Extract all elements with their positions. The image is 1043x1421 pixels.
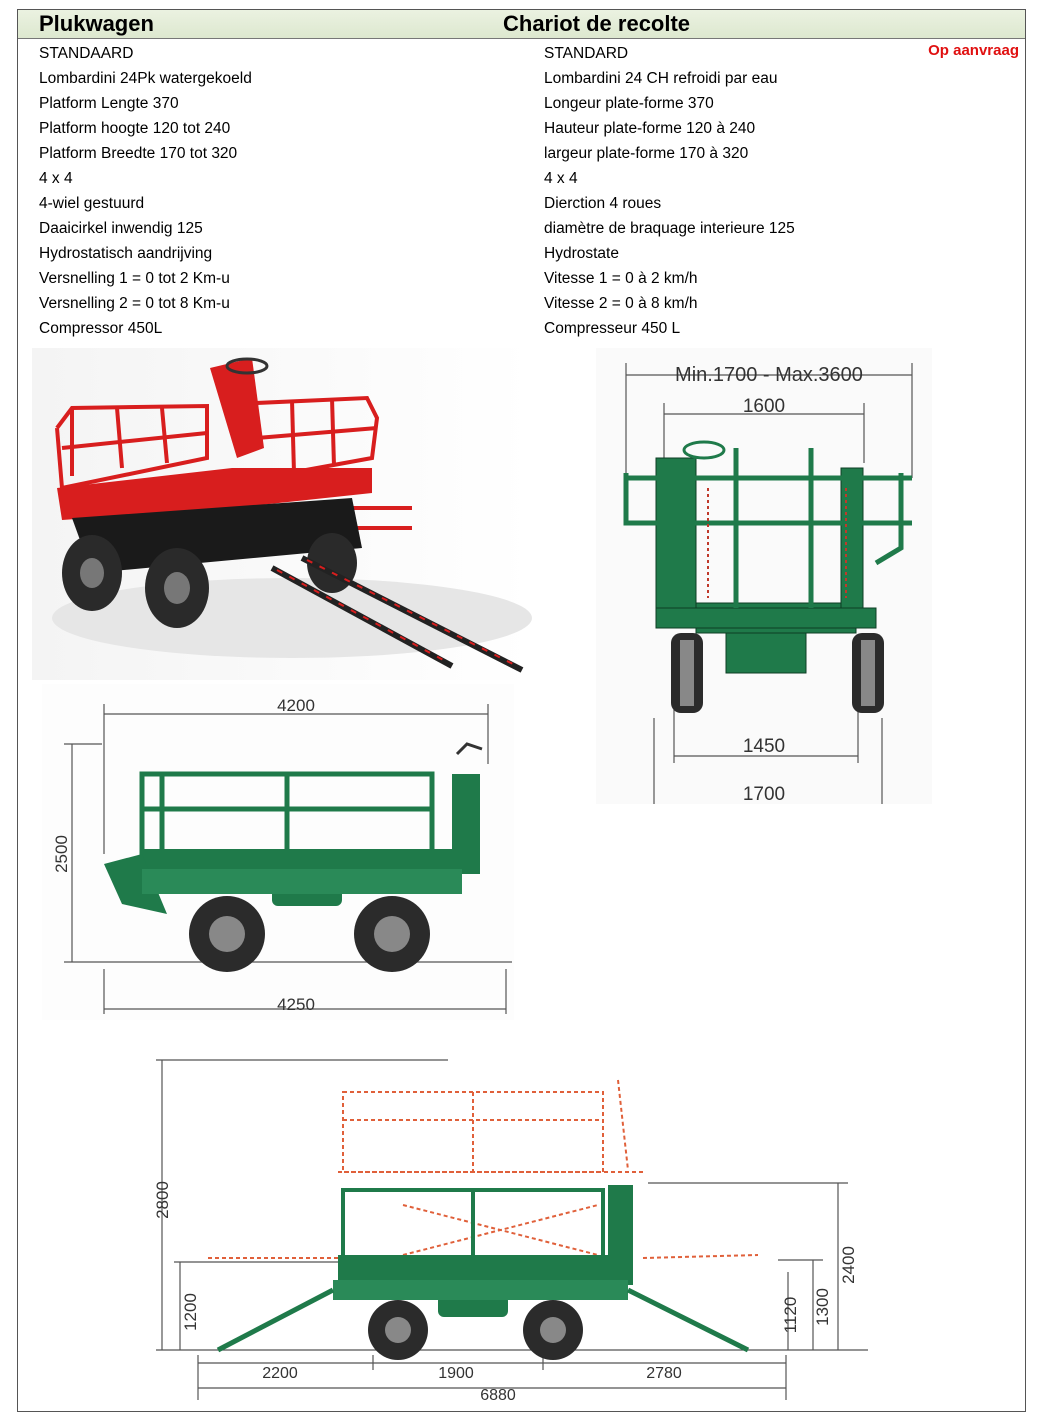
dim-track-label: 1450 [742, 736, 786, 757]
spec-item: Versnelling 1 = 0 tot 2 Km-u [39, 270, 230, 287]
header-bar [18, 10, 1025, 39]
dim-overall-length-label: 6880 [480, 1387, 516, 1404]
spec-item: 4-wiel gestuurd [39, 195, 145, 212]
spec-item: Lombardini 24Pk watergekoeld [39, 70, 252, 87]
dim-top-label: 1600 [742, 396, 786, 417]
spec-item: 4 x 4 [544, 170, 578, 187]
dim-mid-segment-label: 1900 [438, 1365, 474, 1382]
dim-overall-label: 1700 [742, 784, 786, 804]
spec-item: 4 x 4 [39, 170, 73, 187]
spec-item: Hauteur plate-forme 120 à 240 [544, 120, 756, 137]
title-french: Chariot de recolte [503, 11, 691, 36]
title-dutch: Plukwagen [39, 11, 154, 36]
spec-item: Platform Breedte 170 tot 320 [39, 145, 238, 162]
dim-total-height-label: 2800 [153, 1181, 172, 1219]
on-request-badge: Op aanvraag [928, 42, 1019, 59]
spec-item: Versnelling 2 = 0 tot 8 Km-u [39, 295, 230, 312]
dim-length-bottom-label: 4250 [277, 995, 315, 1014]
dim-1120-label: 1120 [781, 1296, 800, 1334]
dim-rear-segment-label: 2780 [646, 1365, 682, 1382]
spec-item: Dierction 4 roues [544, 195, 662, 212]
spec-item: Daaicirkel inwendig 125 [39, 220, 203, 237]
spec-item: Lombardini 24 CH refroidi par eau [544, 70, 778, 87]
spec-item: Platform Lengte 370 [39, 95, 179, 112]
spec-list-french [544, 41, 795, 341]
dim-height-label: 2500 [52, 835, 71, 873]
spec-item: Vitesse 2 = 0 à 8 km/h [544, 295, 698, 312]
dim-front-segment-label: 2200 [262, 1365, 298, 1382]
spec-sheet [17, 9, 1026, 1412]
spec-item: STANDARD [544, 45, 629, 62]
spec-item: Compressor 450L [39, 320, 163, 337]
spec-item: Hydrostatisch aandrijving [39, 245, 213, 262]
lift-view-drawing [148, 1050, 873, 1405]
spec-item: Longeur plate-forme 370 [544, 95, 714, 112]
spec-list-dutch [39, 41, 252, 341]
spec-item: largeur plate-forme 170 à 320 [544, 145, 749, 162]
spec-item: Hydrostate [544, 245, 619, 262]
dim-range-label: Min.1700 - Max.3600 [675, 364, 863, 386]
dim-length-top-label: 4200 [277, 696, 315, 715]
spec-item: STANDAARD [39, 45, 134, 62]
side-view-drawing [42, 684, 514, 1020]
machine-photo [32, 348, 532, 680]
spec-item: diamètre de braquage interieure 125 [544, 220, 795, 237]
dim-2400-label: 2400 [839, 1246, 858, 1284]
spec-item: Platform hoogte 120 tot 240 [39, 120, 231, 137]
dim-1300-label: 1300 [813, 1288, 832, 1326]
dim-low-height-label: 1200 [181, 1293, 200, 1331]
front-view-drawing [596, 348, 932, 804]
spec-item: Compresseur 450 L [544, 320, 681, 337]
spec-item: Vitesse 1 = 0 à 2 km/h [544, 270, 698, 287]
